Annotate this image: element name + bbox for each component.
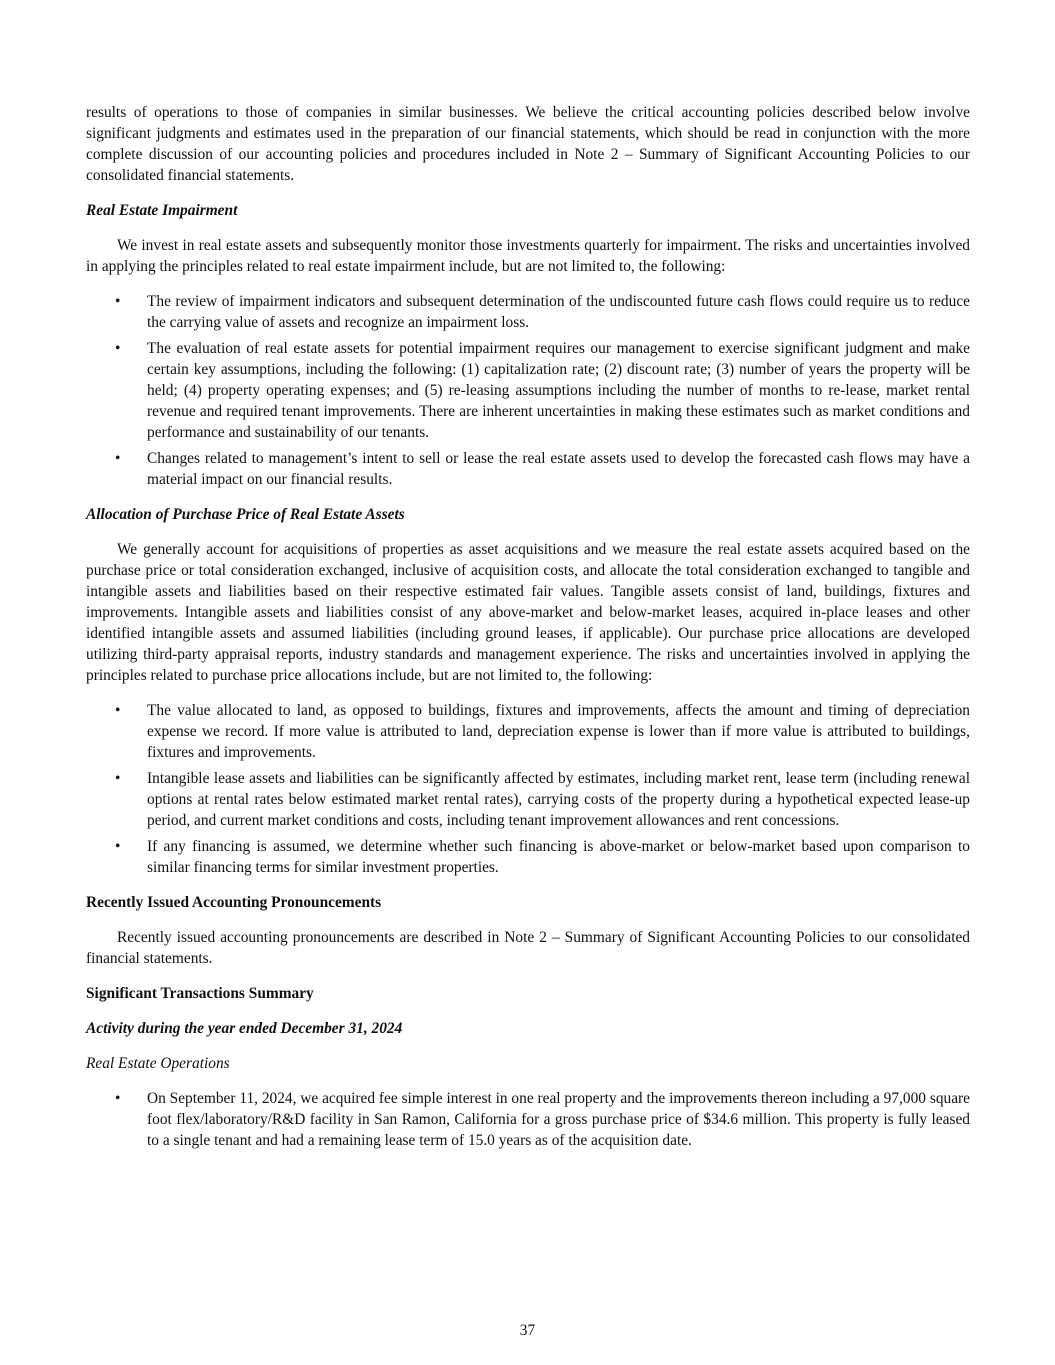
section-heading-real-estate-impairment: Real Estate Impairment <box>86 202 238 219</box>
bullet-icon: • <box>115 838 121 855</box>
section-heading-purchase-price-allocation: Allocation of Purchase Price of Real Estate Assets <box>86 506 405 523</box>
list-item-text: The value allocated to land, as opposed to buildings, fixtures and improvements, affects the amount and timing of depreciation expense we record. If more value is attributed to land, depreciation expense is lower than if more value is attributed to buildings, fixtures and improvements. <box>147 702 970 761</box>
bullet-icon: • <box>115 702 121 719</box>
subheading-real-estate-operations: Real Estate Operations <box>86 1055 230 1072</box>
list-item-text: The review of impairment indicators and subsequent determination of the undiscounted future cash flows could require us to reduce the carrying value of assets and recognize an impairment loss. <box>147 293 970 331</box>
pronouncements-paragraph: Recently issued accounting pronouncements are described in Note 2 – Summary of Significant Accounting Policies to our consolidated financial statements. <box>86 929 970 967</box>
list-item-text: Changes related to management’s intent to sell or lease the real estate assets used to develop the forecasted cash flows may have a material impact on our financial results. <box>147 450 970 488</box>
bullet-icon: • <box>115 770 121 787</box>
list-item <box>86 768 970 831</box>
allocation-bullet-list <box>86 700 970 878</box>
impairment-bullet-list <box>86 291 970 490</box>
allocation-paragraph: We generally account for acquisitions of properties as asset acquisitions and we measure the real estate assets acquired based on the purchase price or total consideration exchanged, inclusive of acquisition costs, and allocate the total consideration exchanged to tangible and intangible assets and liabilities based on their respective estimated fair values. Tangible assets consist of land, buildings, fixtures and improvements. Intangible assets and liabilities consist of any above-market and below-market leases, acquired in-place leases and other identified intangible assets and assumed liabilities (including ground leases, if applicable). Our purchase price allocations are developed utilizing third-party appraisal reports, industry standards and management experience. The risks and uncertainties involved in applying the principles related to purchase price allocations include, but are not limited to, the following: <box>86 541 970 684</box>
bullet-icon: • <box>115 293 121 310</box>
list-item-text: Intangible lease assets and liabilities can be significantly affected by estimates, including market rent, lease term (including renewal options at rental rates below estimated market rental rates), carrying costs of the property during a hypothetical expected lease-up period, and current market conditions and costs, including tenant improvement allowances and rent concessions. <box>147 770 970 829</box>
list-item <box>86 1088 970 1151</box>
impairment-paragraph: We invest in real estate assets and subsequently monitor those investments quarterly for impairment. The risks and uncertainties involved in applying the principles related to real estate impairment include, but are not limited to, the following: <box>86 237 970 275</box>
section-heading-transactions-summary: Significant Transactions Summary <box>86 985 314 1002</box>
bullet-icon: • <box>115 450 121 467</box>
document-page <box>86 102 970 1165</box>
bullet-icon: • <box>115 1090 121 1107</box>
list-item-text: On September 11, 2024, we acquired fee simple interest in one real property and the improvements thereon including a 97,000 square foot flex/laboratory/R&D facility in San Ramon, California for a gross purchase price of $34.6 million. This property is fully leased to a single tenant and had a remaining lease term of 15.0 years as of the acquisition date. <box>147 1090 971 1149</box>
list-item-text: The evaluation of real estate assets for potential impairment requires our management to exercise significant judgment and make certain key assumptions, including the following: (1) capitalization rate; (2) discount rate; (3) number of years the property will be held; (4) property operating expenses; and (5) re-leasing assumptions including the number of months to re-lease, market rental revenue and required tenant improvements. There are inherent uncertainties in making these estimates such as market conditions and performance and sustainability of our tenants. <box>147 340 970 441</box>
list-item <box>86 448 970 490</box>
page-number: 37 <box>519 1322 536 1339</box>
bullet-icon: • <box>115 340 121 357</box>
intro-paragraph: results of operations to those of companies in similar businesses. We believe the critical accounting policies described below involve significant judgments and estimates used in the preparation of our financial statements, which should be read in conjunction with the more complete discussion of our accounting policies and procedures included in Note 2 – Summary of Significant Accounting Policies to our consolidated financial statements. <box>86 104 970 184</box>
list-item-text: If any financing is assumed, we determine whether such financing is above-market or below-market based upon comparison to similar financing terms for similar investment properties. <box>147 838 970 876</box>
transactions-bullet-list <box>86 1088 970 1151</box>
subheading-activity-2024: Activity during the year ended December 31, 2024 <box>86 1020 403 1037</box>
list-item <box>86 700 970 763</box>
section-heading-recent-pronouncements: Recently Issued Accounting Pronouncements <box>86 894 382 911</box>
list-item <box>86 291 970 333</box>
list-item <box>86 836 970 878</box>
list-item <box>86 338 970 443</box>
